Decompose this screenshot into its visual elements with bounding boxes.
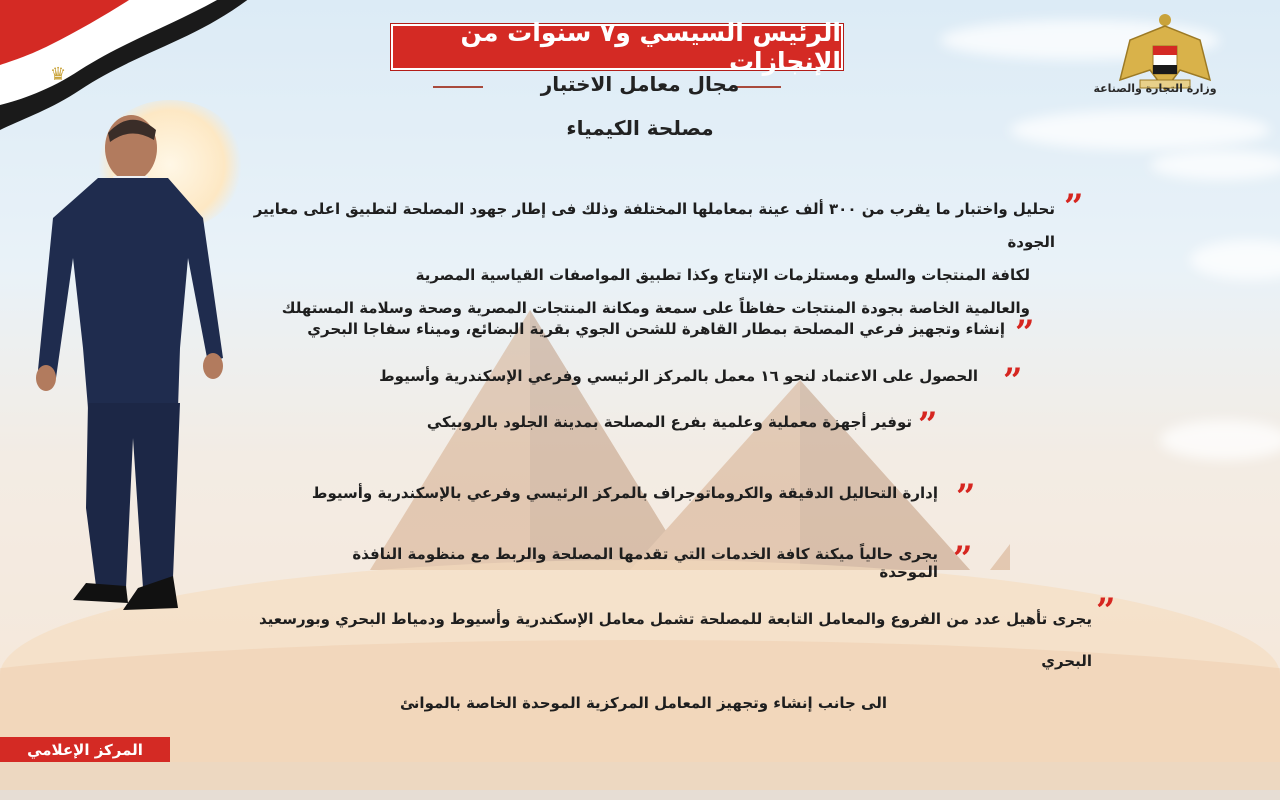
achievement-line: توفير أجهزة معملية وعلمية بفرع المصلحة بمدينة الجلود بالروبيكي (426, 413, 912, 431)
achievement-line: لكافة المنتجات والسلع ومستلزمات الإنتاج وكذا تطبيق المواصفات القياسية المصرية (415, 266, 1030, 284)
svg-text:♛: ♛ (50, 64, 67, 85)
achievement-line: يجرى تأهيل عدد من الفروع والمعامل التابعة للمصلحة تشمل معامل الإسكندرية وأسيوط ودمياط البحري وبورسعيد البحري (258, 610, 1092, 670)
page-title: الرئيس السيسي و٧ سنوات من الإنجازات (391, 24, 843, 70)
achievement-line: إنشاء وتجهيز فرعي المصلحة بمطار القاهرة للشحن الجوي بقرية البضائع، وميناء سفاجا البحري (307, 320, 1005, 338)
quote-mark-icon: ” (1003, 361, 1023, 401)
section-title: مصلحة الكيمياء (566, 116, 714, 140)
achievement-line: الحصول على الاعتماد لنحو ١٦ معمل بالمركز الرئيسي وفرعي الإسكندرية وأسيوط (379, 367, 978, 385)
cloud (1190, 240, 1280, 280)
cloud (1150, 150, 1280, 180)
cloud (1010, 110, 1270, 150)
achievement-item (250, 193, 1055, 325)
pyramids-background (330, 300, 1010, 580)
achievement-item (360, 367, 978, 385)
achievement-item (300, 320, 1005, 338)
achievement-line: تحليل واختبار ما يقرب من ٣٠٠ ألف عينة بمعاملها المختلفة وذلك فى إطار جهود المصلحة لتطبيق اعلى معايير الجودة (253, 200, 1055, 251)
achievement-item (400, 413, 912, 431)
achievement-line: يجرى حالياً ميكنة كافة الخدمات التي تقدمها المصلحة والربط مع منظومة النافذة الموحدة (352, 545, 938, 581)
achievement-item (300, 545, 938, 581)
quote-mark-icon: ” (953, 539, 973, 579)
achievement-item (310, 484, 938, 502)
cloud (1160, 420, 1280, 460)
president-photo (28, 108, 228, 623)
quote-mark-icon: ” (1096, 591, 1116, 631)
quote-mark-icon: ” (918, 405, 938, 445)
achievement-line: الى جانب إنشاء وتجهيز المعامل المركزية الموحدة الخاصة بالموانئ (400, 694, 887, 712)
quote-mark-icon: ” (1064, 187, 1084, 227)
achievement-item (250, 598, 1092, 724)
media-center-badge: المركز الإعلامي (0, 737, 170, 762)
page-subtitle: مجال معامل الاختبار (540, 72, 740, 96)
achievement-line: إدارة التحاليل الدقيقة والكروماتوجراف بالمركز الرئيسي وفرعي بالإسكندرية وأسيوط (311, 484, 938, 502)
achievement-line: والعالمية الخاصة بجودة المنتجات حفاظاً على سمعة ومكانة المنتجات المصرية وصحة وسلامة المستهلك (281, 299, 1030, 317)
quote-mark-icon: ” (1015, 313, 1035, 353)
quote-mark-icon: ” (956, 477, 976, 517)
ministry-name: وزارة التجارة والصناعة (1093, 82, 1217, 95)
